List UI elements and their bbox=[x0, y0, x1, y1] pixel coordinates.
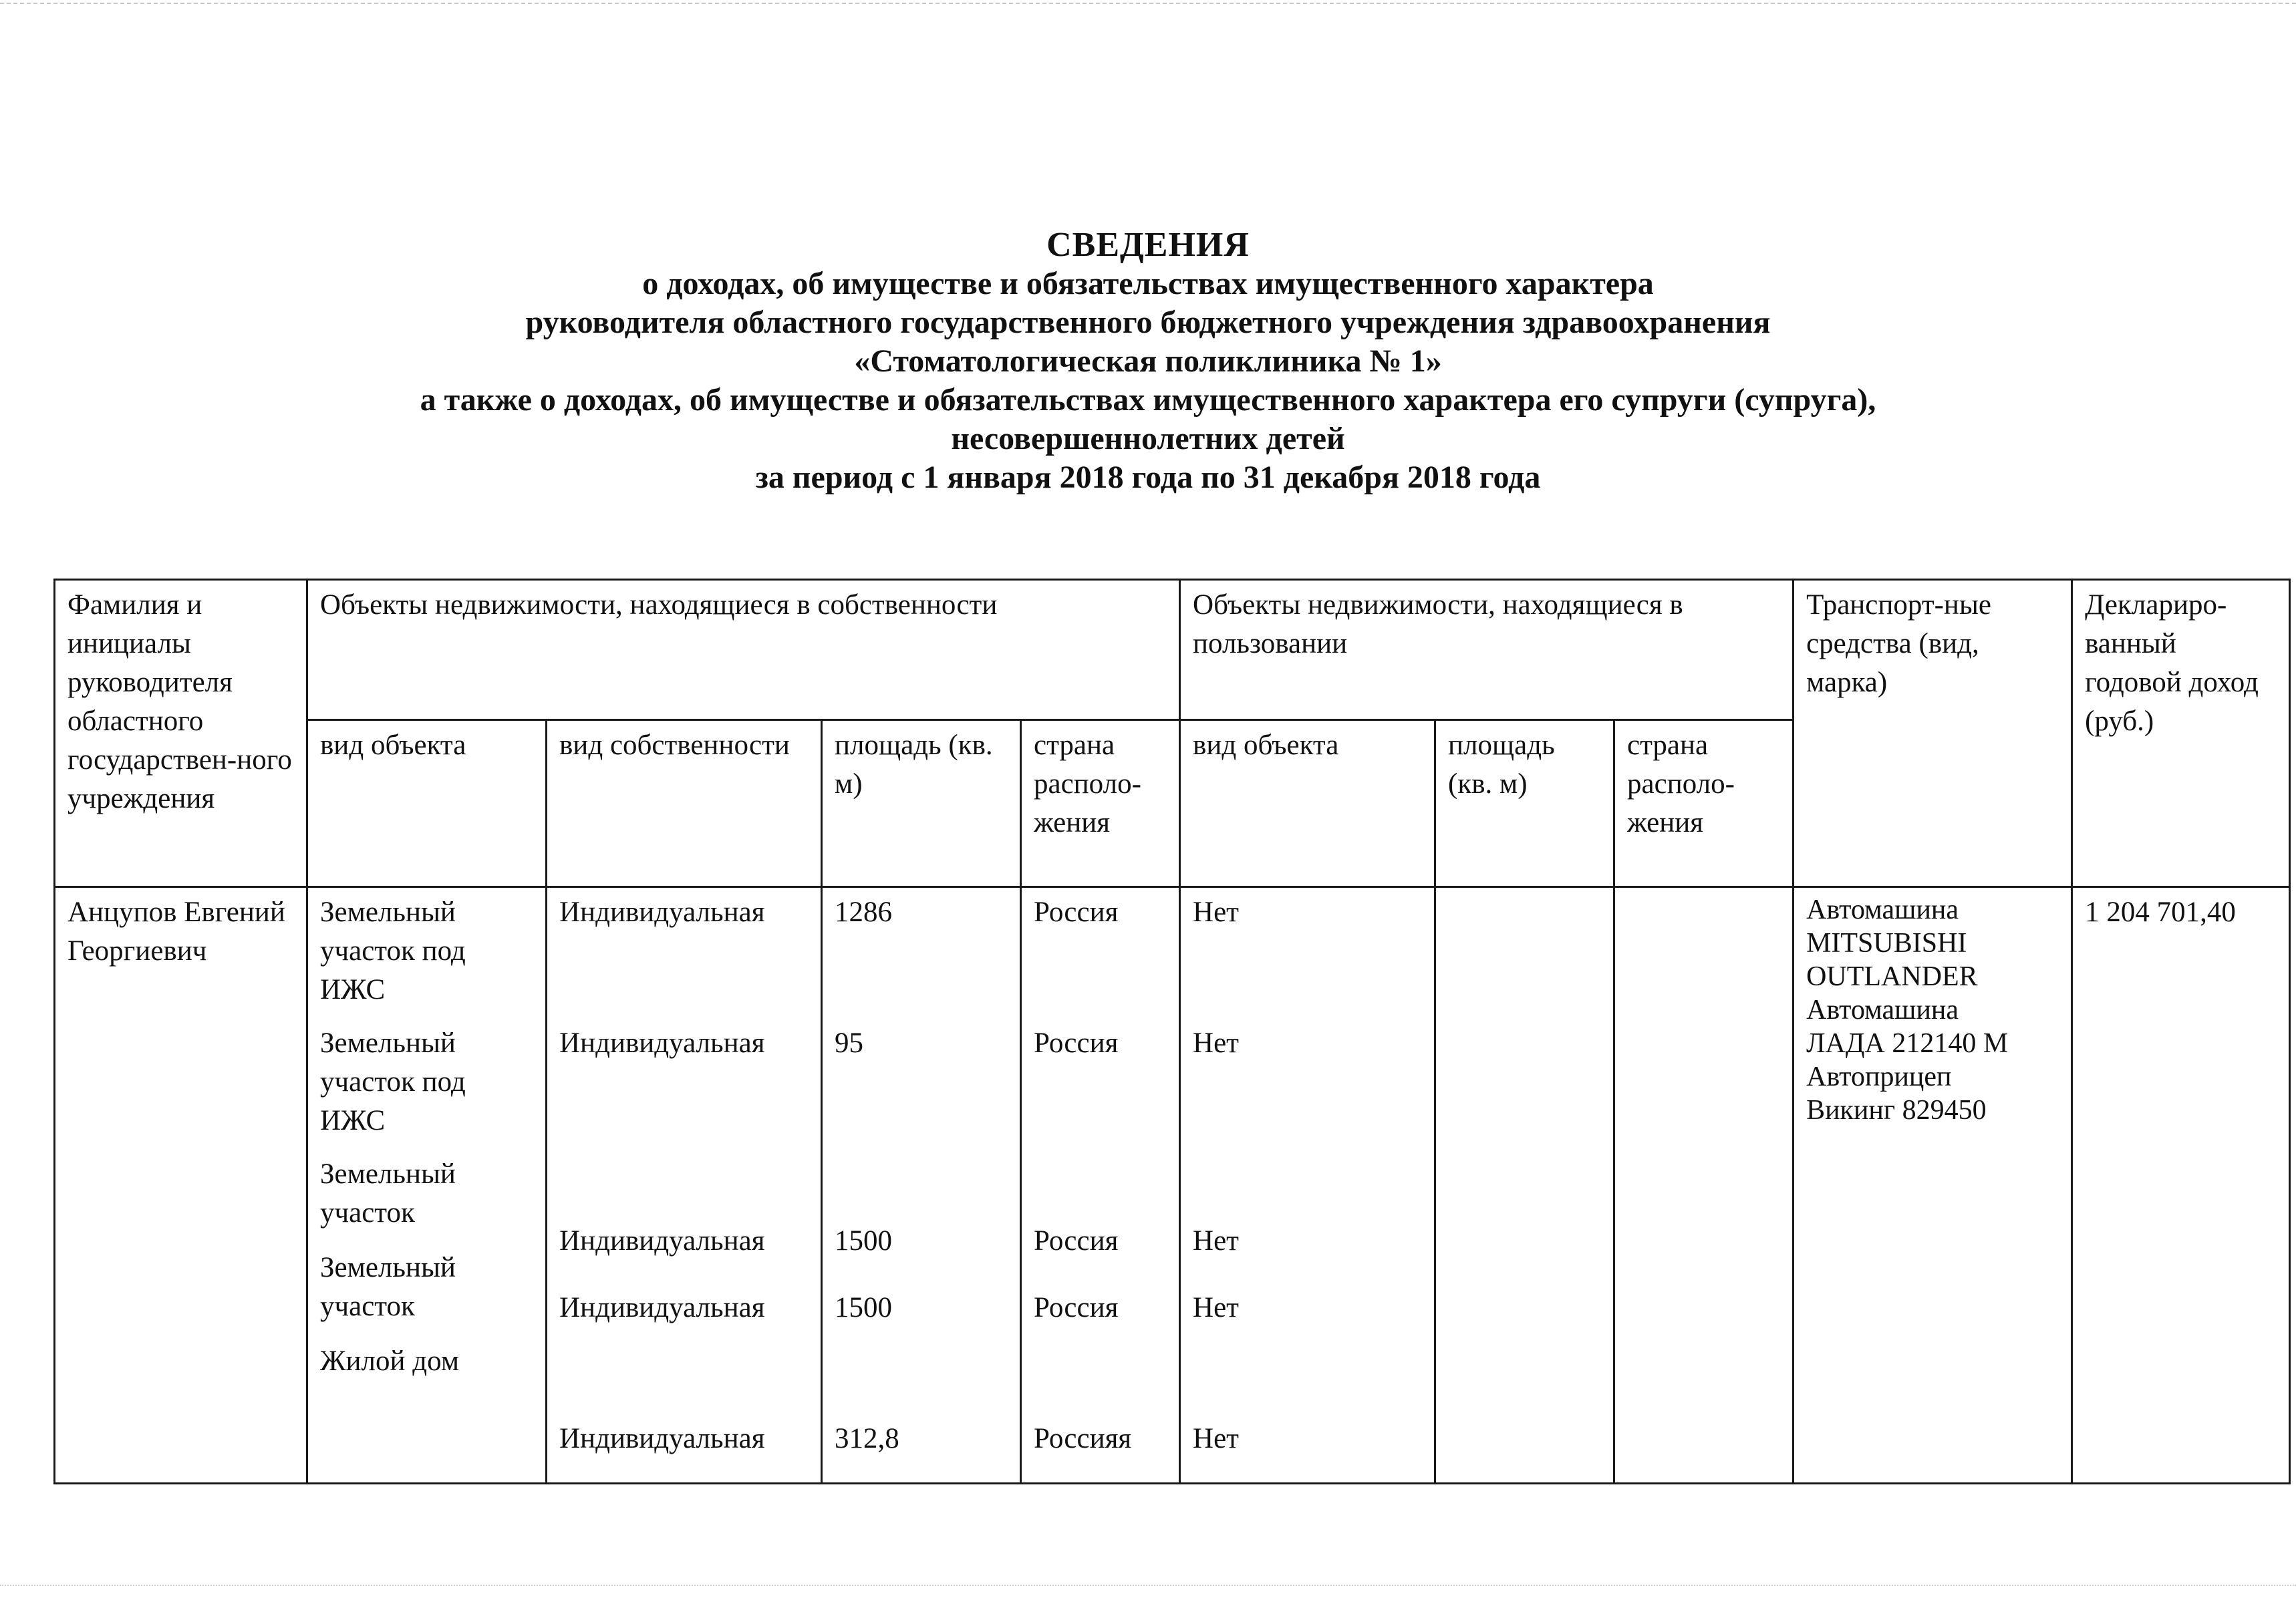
ownership-4: Индивидуальная bbox=[559, 1292, 765, 1323]
header-used-type: вид объекта bbox=[1180, 720, 1435, 887]
title-line-7: за период с 1 января 2018 года по 31 декабря 2018 года bbox=[755, 460, 1541, 495]
transport-line-5: ЛАДА 212140 М bbox=[1806, 1028, 2009, 1059]
table-row bbox=[55, 887, 2290, 1484]
cell-owned-ownership bbox=[547, 887, 822, 1484]
header-owned-area: площадь (кв. м) bbox=[822, 720, 1021, 887]
owned-type-4: Земельный участок bbox=[320, 1252, 456, 1322]
cell-owned-types bbox=[307, 887, 547, 1484]
owned-type-3: Земельный участок bbox=[320, 1158, 456, 1229]
title-line-5: а также о доходах, об имуществе и обязательствах имущественного характера его супруги (супруга), bbox=[420, 382, 1876, 418]
used-type-1: Нет bbox=[1193, 897, 1239, 928]
transport-line-3: OUTLANDER bbox=[1806, 961, 1978, 992]
owned-type-5: Жилой дом bbox=[320, 1345, 460, 1377]
document-title: СВЕДЕНИЯ bbox=[1046, 226, 1250, 264]
ownership-5: Индивидуальная bbox=[559, 1423, 765, 1454]
ownership-2: Индивидуальная bbox=[559, 1027, 765, 1059]
owned-type-2: Земельный участок под ИЖС bbox=[320, 1027, 466, 1136]
cell-income: 1 204 701,40 bbox=[2072, 887, 2290, 1484]
transport-line-1: Автомашина bbox=[1806, 895, 1959, 925]
scan-edge-bottom bbox=[0, 1585, 2296, 1587]
header-row-1 bbox=[55, 580, 2290, 720]
area-2: 95 bbox=[835, 1027, 863, 1059]
cell-owned-area bbox=[822, 887, 1021, 1484]
header-name: Фамилия и инициалы руководителя областного государствен-ного учреждения bbox=[55, 580, 307, 887]
cell-person-name: Анцупов Евгений Георгиевич bbox=[55, 887, 307, 1484]
header-used-country: страна располо-жения bbox=[1614, 720, 1793, 887]
scan-edge-top bbox=[0, 0, 2296, 4]
used-type-2: Нет bbox=[1193, 1027, 1239, 1059]
title-line-4: «Стоматологическая поликлиника № 1» bbox=[854, 343, 1442, 379]
cell-used-country bbox=[1614, 887, 1793, 1484]
owned-type-1: Земельный участок под ИЖС bbox=[320, 897, 466, 1005]
declaration-table bbox=[53, 579, 2291, 1484]
cell-owned-country bbox=[1021, 887, 1180, 1484]
title-line-3: руководителя областного государственного бюджетного учреждения здравоохранения bbox=[525, 305, 1771, 340]
transport-line-7: Викинг 829450 bbox=[1806, 1095, 1987, 1126]
header-owned-type: вид объекта bbox=[307, 720, 547, 887]
used-type-3: Нет bbox=[1193, 1225, 1239, 1257]
country-2: Россия bbox=[1034, 1027, 1119, 1059]
header-used-group: Объекты недвижимости, находящиеся в пользовании bbox=[1180, 580, 1793, 720]
header-owned-group: Объекты недвижимости, находящиеся в собственности bbox=[307, 580, 1180, 720]
header-owned-country: страна располо-жения bbox=[1021, 720, 1180, 887]
ownership-1: Индивидуальная bbox=[559, 897, 765, 928]
area-1: 1286 bbox=[835, 897, 892, 928]
country-5: Россияя bbox=[1034, 1423, 1132, 1454]
transport-line-4: Автомашина bbox=[1806, 995, 1959, 1025]
used-type-4: Нет bbox=[1193, 1292, 1239, 1323]
ownership-3: Индивидуальная bbox=[559, 1225, 765, 1257]
header-used-area: площадь (кв. м) bbox=[1435, 720, 1614, 887]
country-4: Россия bbox=[1034, 1292, 1119, 1323]
area-5: 312,8 bbox=[835, 1423, 899, 1454]
country-1: Россия bbox=[1034, 897, 1119, 928]
transport-line-6: Автоприцеп bbox=[1806, 1062, 1952, 1092]
used-type-5: Нет bbox=[1193, 1423, 1239, 1454]
cell-used-area bbox=[1435, 887, 1614, 1484]
area-3: 1500 bbox=[835, 1225, 892, 1257]
country-3: Россия bbox=[1034, 1225, 1119, 1257]
cell-transport bbox=[1793, 887, 2072, 1484]
cell-used-type bbox=[1180, 887, 1435, 1484]
title-line-2: о доходах, об имуществе и обязательствах имущественного характера bbox=[642, 266, 1654, 301]
header-owned-ownership: вид собственности bbox=[547, 720, 822, 887]
transport-line-2: MITSUBISHI bbox=[1806, 928, 1967, 959]
header-transport: Транспорт-ные средства (вид, марка) bbox=[1793, 580, 2072, 887]
area-4: 1500 bbox=[835, 1292, 892, 1323]
header-income: Деклариро-ванный годовой доход (руб.) bbox=[2072, 580, 2290, 887]
document-title-block bbox=[0, 226, 2296, 497]
title-line-6: несовершеннолетних детей bbox=[951, 421, 1345, 456]
